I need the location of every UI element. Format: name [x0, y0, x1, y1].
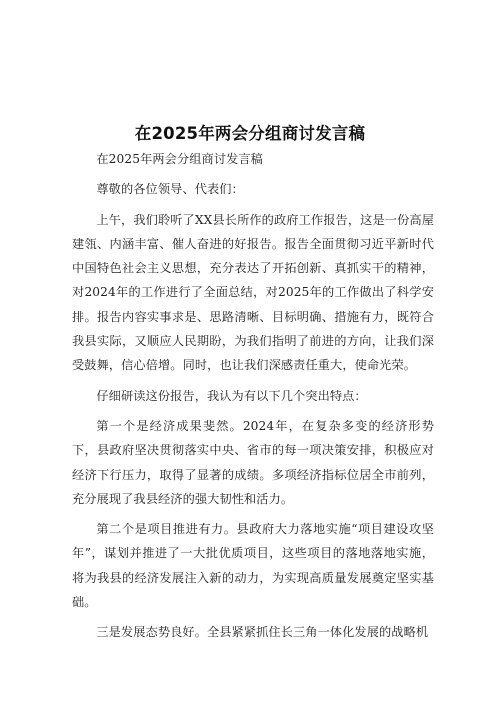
body-paragraph: 仔细研读这份报告，我认为有以下几个突出特点： — [96, 388, 367, 403]
body-paragraph: 第二个是项目推进有力。县政府大力落地实施“项目建设攻坚年”，谋划并推进了一大批优质项目，这些项目的落地落地实施，将为我县的经济发展注入新的动力，为实现高质量发展奠定坚实基础。 — [72, 522, 434, 610]
body-paragraph: 三是发展态势良好。全县紧紧抓住长三角一体化发展的战略机 — [96, 625, 429, 640]
body-paragraph: 上午，我们聆听了XX县长所作的政府工作报告，这是一份高屋建瓴、内涵丰富、催人奋进的好报告。报告全面贯彻习近平新时代中国特色社会主义思想，充分表达了开拓创新、真抓实干的精神，对2024年的工作进行了全面总结，对2025年的工作做出了科学安排。报告内容实事求是、思路清晰、目标明确、措施有力，既符合我县实际，又顺应人民期盼，为我们指明了前进的方向，让我们深受鼓舞，信心倍增。同时，也让我们深感责任重大，使命光荣。 — [72, 212, 434, 373]
document-title: 在2025年两会分组商讨发言稿 — [134, 124, 366, 143]
subtitle-paragraph: 在2025年两会分组商讨发言稿 — [96, 152, 263, 166]
document-body — [72, 147, 434, 645]
body-paragraph: 第一个是经济成果斐然。2024年，在复杂多变的经济形势下，县政府坚决贯彻落实中央、省市的每一项决策安排，积极应对经济下行压力，取得了显著的成绩。多项经济指标位居全市前列，充分展现了我县经济的强大韧性和活力。 — [72, 418, 434, 506]
salutation-paragraph: 尊敬的各位领导、代表们： — [96, 182, 244, 197]
